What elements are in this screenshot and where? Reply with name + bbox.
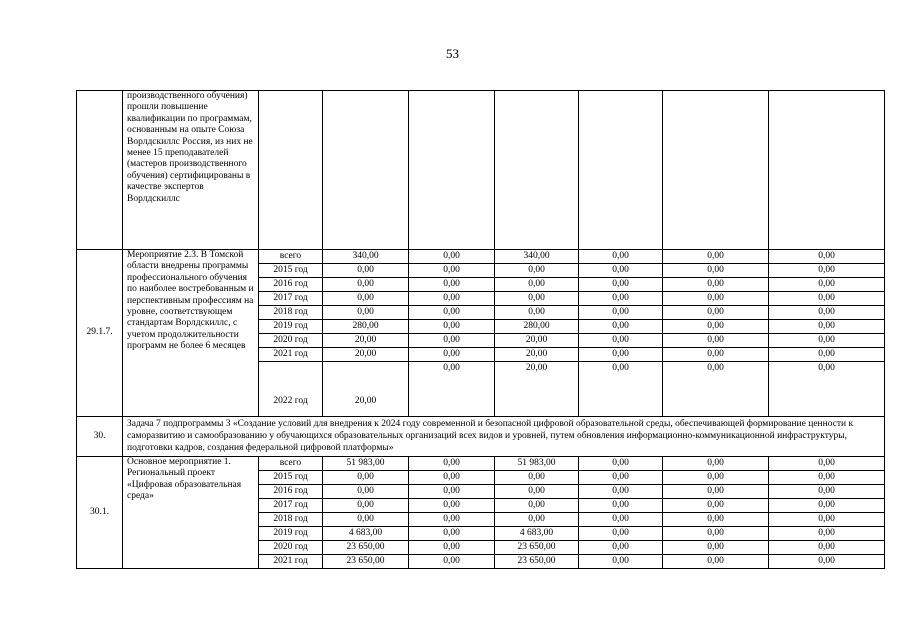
value-cell: 0,00 <box>495 471 579 485</box>
value-cell: 0,00 <box>409 320 495 334</box>
value-cell: 0,00 <box>495 292 579 306</box>
period-cell: 2021 год <box>259 348 323 362</box>
empty-cell <box>769 91 885 250</box>
period-cell: 2015 год <box>259 471 323 485</box>
value-cell: 4 683,00 <box>323 527 409 541</box>
value-cell: 0,00 <box>409 471 495 485</box>
value-cell: 0,00 <box>769 541 885 555</box>
value-cell: 0,00 <box>663 362 769 417</box>
period-cell: 2018 год <box>259 513 323 527</box>
value-cell: 0,00 <box>409 457 495 471</box>
value-cell: 0,00 <box>323 471 409 485</box>
task-row <box>77 417 885 457</box>
value-cell: 0,00 <box>409 250 495 264</box>
table-row-continued <box>77 91 885 250</box>
value-cell: 0,00 <box>579 471 663 485</box>
value-cell: 0,00 <box>769 348 885 362</box>
value-cell: 0,00 <box>409 348 495 362</box>
value-cell: 0,00 <box>769 527 885 541</box>
value-cell: 0,00 <box>663 499 769 513</box>
value-cell: 0,00 <box>579 485 663 499</box>
value-cell: 0,00 <box>409 334 495 348</box>
value-cell: 0,00 <box>769 264 885 278</box>
value-cell: 0,00 <box>495 264 579 278</box>
period-cell: 2015 год <box>259 264 323 278</box>
value-cell: 340,00 <box>323 250 409 264</box>
value-cell: 0,00 <box>769 457 885 471</box>
value-cell: 0,00 <box>323 485 409 499</box>
value-cell: 0,00 <box>663 541 769 555</box>
value-cell: 20,00 <box>323 348 409 362</box>
value-cell: 0,00 <box>769 513 885 527</box>
value-cell: 20,00 <box>495 334 579 348</box>
value-cell: 0,00 <box>409 499 495 513</box>
value-cell: 280,00 <box>495 320 579 334</box>
value-cell: 0,00 <box>579 457 663 471</box>
value-cell: 0,00 <box>769 306 885 320</box>
value-cell: 0,00 <box>579 513 663 527</box>
row-description: Основное мероприятие 1. Региональный проект «Цифровая образовательная среда» <box>123 457 259 569</box>
value-cell: 0,00 <box>579 541 663 555</box>
value-cell: 0,00 <box>579 527 663 541</box>
value-cell: 0,00 <box>769 362 885 417</box>
task-description: Задача 7 подпрограммы 3 «Создание условий для внедрения к 2024 году современной и безопасной цифровой образовательной среды, обеспечивающей формирование ценности к саморазвитию и самообразованию у обучающихся образовательных организаций всех видов и уровней, путем обновления информационно-коммуникационной инфраструктуры, подготовки кадров, создания федеральной цифровой платформы» <box>123 417 885 457</box>
value-cell: 23 650,00 <box>323 555 409 569</box>
period-cell: 2021 год <box>259 555 323 569</box>
budget-table <box>76 90 885 569</box>
value-cell: 0,00 <box>323 513 409 527</box>
value-cell: 0,00 <box>409 527 495 541</box>
value-cell: 0,00 <box>409 278 495 292</box>
value-cell: 0,00 <box>663 264 769 278</box>
value-cell: 0,00 <box>495 513 579 527</box>
value-cell: 0,00 <box>769 499 885 513</box>
value-cell: 51 983,00 <box>323 457 409 471</box>
period-cell: 2016 год <box>259 485 323 499</box>
value-cell: 280,00 <box>323 320 409 334</box>
value-cell: 0,00 <box>663 292 769 306</box>
value-cell: 0,00 <box>769 292 885 306</box>
value-cell: 0,00 <box>663 306 769 320</box>
value-cell: 0,00 <box>579 362 663 417</box>
row-number: 30.1. <box>77 457 123 569</box>
value-cell: 0,00 <box>579 264 663 278</box>
value-cell: 20,00 <box>495 348 579 362</box>
period-cell: 2022 год <box>259 362 323 417</box>
value-cell: 20,00 <box>323 334 409 348</box>
value-cell: 4 683,00 <box>495 527 579 541</box>
value-cell: 340,00 <box>495 250 579 264</box>
value-cell: 0,00 <box>409 362 495 417</box>
page-number: 53 <box>446 46 459 61</box>
period-cell: всего <box>259 457 323 471</box>
value-cell: 51 983,00 <box>495 457 579 471</box>
period-cell: 2019 год <box>259 320 323 334</box>
value-cell: 0,00 <box>495 499 579 513</box>
value-cell: 0,00 <box>663 250 769 264</box>
value-cell: 0,00 <box>409 485 495 499</box>
value-cell: 0,00 <box>579 555 663 569</box>
value-cell: 0,00 <box>769 334 885 348</box>
value-cell: 0,00 <box>663 555 769 569</box>
period-cell: 2020 год <box>259 334 323 348</box>
empty-cell <box>495 91 579 250</box>
value-cell: 0,00 <box>409 541 495 555</box>
value-cell: 0,00 <box>663 471 769 485</box>
row-description: производственного обучения) прошли повышение квалификации по программам, основанным на опыте Союза Ворлдскиллс Россия, из них не менее 15 преподавателей (мастеров производственного обучения) сертифицированы в качестве экспертов Ворлдскиллс <box>123 91 259 250</box>
value-cell: 0,00 <box>323 306 409 320</box>
value-cell: 0,00 <box>409 306 495 320</box>
value-cell: 0,00 <box>769 485 885 499</box>
row-number-cell <box>77 91 123 250</box>
value-cell: 0,00 <box>323 499 409 513</box>
empty-cell <box>579 91 663 250</box>
value-cell: 0,00 <box>579 334 663 348</box>
row-number: 30. <box>77 417 123 457</box>
value-cell: 0,00 <box>769 278 885 292</box>
value-cell: 0,00 <box>409 292 495 306</box>
value-cell: 0,00 <box>579 292 663 306</box>
value-cell: 0,00 <box>495 485 579 499</box>
value-cell: 23 650,00 <box>495 541 579 555</box>
value-cell: 0,00 <box>579 320 663 334</box>
value-cell: 0,00 <box>409 555 495 569</box>
value-cell: 0,00 <box>495 278 579 292</box>
value-cell: 0,00 <box>495 306 579 320</box>
value-cell: 0,00 <box>663 485 769 499</box>
value-cell: 0,00 <box>323 278 409 292</box>
value-cell: 0,00 <box>769 471 885 485</box>
value-cell: 0,00 <box>579 499 663 513</box>
value-cell: 0,00 <box>663 278 769 292</box>
value-cell: 0,00 <box>409 264 495 278</box>
table-row <box>77 457 885 471</box>
value-cell: 0,00 <box>579 278 663 292</box>
value-cell: 0,00 <box>663 348 769 362</box>
empty-cell <box>663 91 769 250</box>
value-cell: 0,00 <box>409 513 495 527</box>
empty-cell <box>323 91 409 250</box>
value-cell: 0,00 <box>663 334 769 348</box>
value-cell: 0,00 <box>579 348 663 362</box>
value-cell: 0,00 <box>579 250 663 264</box>
period-cell: всего <box>259 250 323 264</box>
value-cell: 0,00 <box>663 527 769 541</box>
empty-cell <box>259 91 323 250</box>
period-cell: 2018 год <box>259 306 323 320</box>
table-row <box>77 250 885 264</box>
value-cell: 20,00 <box>323 362 409 417</box>
period-cell: 2020 год <box>259 541 323 555</box>
value-cell: 0,00 <box>769 320 885 334</box>
value-cell: 0,00 <box>323 292 409 306</box>
period-cell: 2017 год <box>259 292 323 306</box>
empty-cell <box>409 91 495 250</box>
value-cell: 0,00 <box>663 513 769 527</box>
row-description: Мероприятие 2.3. В Томской области внедрены программы профессионального обучения по наиболее востребованным и перспективным профессиям на уровне, соответствующем стандартам Ворлдскиллс, с учетом продолжительности программ не более 6 месяцев <box>123 250 259 417</box>
period-cell: 2017 год <box>259 499 323 513</box>
period-cell: 2019 год <box>259 527 323 541</box>
value-cell: 0,00 <box>769 555 885 569</box>
period-cell: 2016 год <box>259 278 323 292</box>
value-cell: 23 650,00 <box>323 541 409 555</box>
value-cell: 0,00 <box>769 250 885 264</box>
value-cell: 20,00 <box>495 362 579 417</box>
row-number: 29.1.7. <box>77 250 123 417</box>
value-cell: 0,00 <box>663 320 769 334</box>
value-cell: 0,00 <box>323 264 409 278</box>
value-cell: 0,00 <box>663 457 769 471</box>
value-cell: 0,00 <box>579 306 663 320</box>
value-cell: 23 650,00 <box>495 555 579 569</box>
